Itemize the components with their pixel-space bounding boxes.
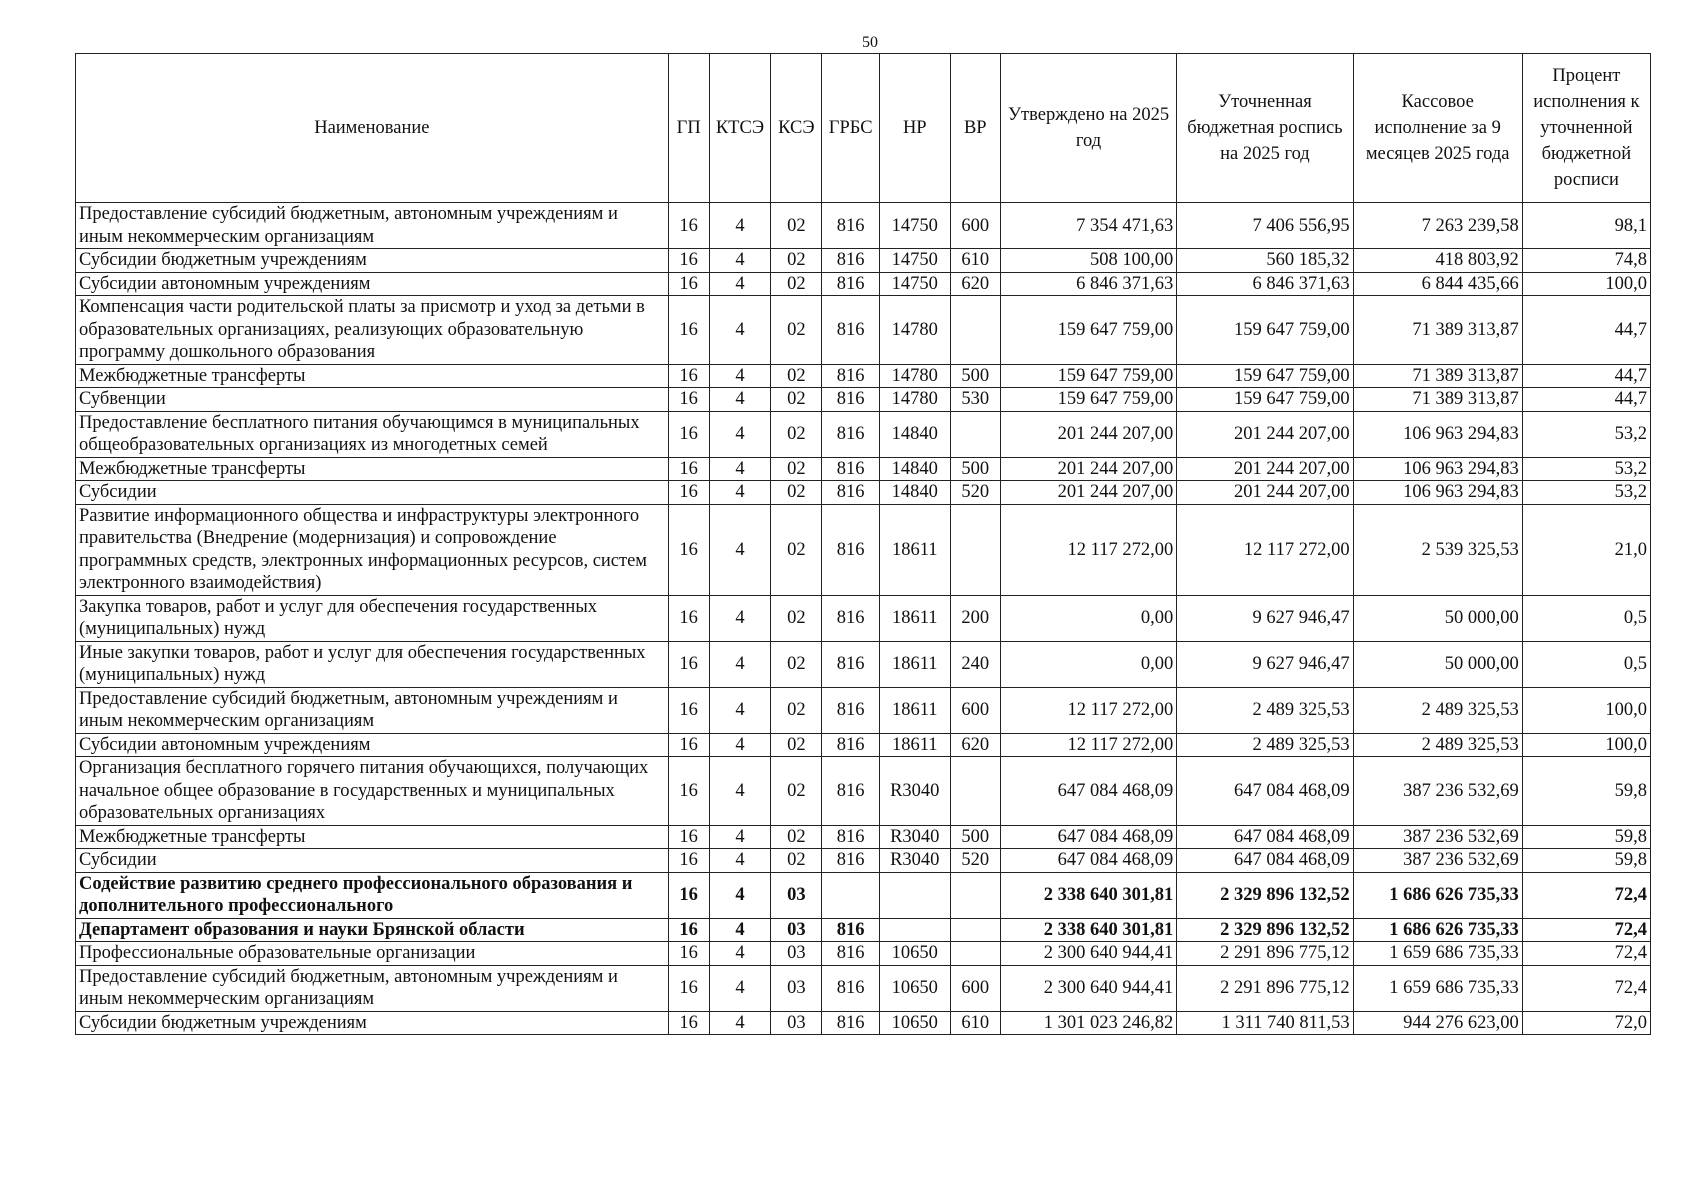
- cell-name: Предоставление субсидий бюджетным, автономным учреждениям и иным некоммерческим организациям: [76, 965, 669, 1011]
- cell-kse: 02: [771, 388, 822, 412]
- cell-ktse: 4: [709, 825, 771, 849]
- cell-cash: 387 236 532,69: [1353, 825, 1522, 849]
- cell-ktse: 4: [709, 918, 771, 942]
- cell-kse: 02: [771, 825, 822, 849]
- table-row: [76, 595, 1651, 641]
- cell-nr: R3040: [879, 757, 950, 826]
- cell-ktse: 4: [709, 733, 771, 757]
- cell-percent: 21,0: [1522, 504, 1650, 595]
- cell-vr: 610: [950, 249, 1000, 273]
- cell-approved: 647 084 468,09: [1000, 825, 1176, 849]
- cell-vr: [950, 872, 1000, 918]
- cell-gp: 16: [668, 504, 709, 595]
- cell-kse: 02: [771, 411, 822, 457]
- table-row: [76, 296, 1651, 365]
- cell-nr: 18611: [879, 687, 950, 733]
- cell-nr: [879, 872, 950, 918]
- cell-approved: 0,00: [1000, 641, 1176, 687]
- cell-nr: 18611: [879, 641, 950, 687]
- cell-ktse: 4: [709, 849, 771, 873]
- cell-kse: 02: [771, 296, 822, 365]
- cell-name: Предоставление бесплатного питания обучающимся в муниципальных общеобразовательных организациях из многодетных семей: [76, 411, 669, 457]
- cell-grbs: 816: [822, 249, 879, 273]
- cell-grbs: 816: [822, 965, 879, 1011]
- cell-grbs: 816: [822, 272, 879, 296]
- cell-grbs: 816: [822, 296, 879, 365]
- cell-gp: 16: [668, 481, 709, 505]
- cell-cash: 1 659 686 735,33: [1353, 942, 1522, 966]
- cell-cash: 2 539 325,53: [1353, 504, 1522, 595]
- cell-cash: 50 000,00: [1353, 595, 1522, 641]
- cell-grbs: 816: [822, 942, 879, 966]
- cell-ktse: 4: [709, 641, 771, 687]
- cell-gp: 16: [668, 942, 709, 966]
- cell-percent: 100,0: [1522, 733, 1650, 757]
- cell-nr: 10650: [879, 1011, 950, 1035]
- cell-kse: 03: [771, 918, 822, 942]
- cell-approved: 0,00: [1000, 595, 1176, 641]
- table-row: [76, 481, 1651, 505]
- table-row: [76, 965, 1651, 1011]
- cell-nr: 18611: [879, 595, 950, 641]
- table-body: [76, 203, 1651, 1035]
- cell-ktse: 4: [709, 457, 771, 481]
- table-row: [76, 872, 1651, 918]
- cell-ktse: 4: [709, 296, 771, 365]
- cell-kse: 03: [771, 942, 822, 966]
- cell-approved: 201 244 207,00: [1000, 457, 1176, 481]
- cell-vr: 240: [950, 641, 1000, 687]
- cell-cash: 1 686 626 735,33: [1353, 872, 1522, 918]
- cell-name: Профессиональные образовательные организации: [76, 942, 669, 966]
- cell-cash: 944 276 623,00: [1353, 1011, 1522, 1035]
- cell-grbs: 816: [822, 388, 879, 412]
- cell-grbs: 816: [822, 504, 879, 595]
- cell-approved: 159 647 759,00: [1000, 388, 1176, 412]
- cell-vr: [950, 918, 1000, 942]
- cell-kse: 03: [771, 872, 822, 918]
- cell-cash: 50 000,00: [1353, 641, 1522, 687]
- cell-refined: 560 185,32: [1177, 249, 1353, 273]
- cell-approved: 12 117 272,00: [1000, 504, 1176, 595]
- cell-percent: 74,8: [1522, 249, 1650, 273]
- cell-refined: 201 244 207,00: [1177, 481, 1353, 505]
- cell-name: Департамент образования и науки Брянской области: [76, 918, 669, 942]
- cell-ktse: 4: [709, 965, 771, 1011]
- cell-vr: 500: [950, 457, 1000, 481]
- table-row: [76, 504, 1651, 595]
- budget-execution-table: [75, 53, 1651, 1035]
- cell-refined: 2 291 896 775,12: [1177, 965, 1353, 1011]
- cell-kse: 02: [771, 595, 822, 641]
- cell-vr: 520: [950, 481, 1000, 505]
- cell-grbs: 816: [822, 364, 879, 388]
- cell-gp: 16: [668, 687, 709, 733]
- cell-percent: 72,4: [1522, 965, 1650, 1011]
- cell-grbs: 816: [822, 757, 879, 826]
- cell-ktse: 4: [709, 872, 771, 918]
- cell-cash: 71 389 313,87: [1353, 364, 1522, 388]
- cell-gp: 16: [668, 918, 709, 942]
- cell-percent: 44,7: [1522, 296, 1650, 365]
- cell-kse: 02: [771, 457, 822, 481]
- cell-kse: 02: [771, 641, 822, 687]
- cell-name: Закупка товаров, работ и услуг для обеспечения государственных (муниципальных) нужд: [76, 595, 669, 641]
- cell-nr: 14840: [879, 411, 950, 457]
- cell-kse: 02: [771, 504, 822, 595]
- cell-cash: 387 236 532,69: [1353, 757, 1522, 826]
- cell-grbs: [822, 872, 879, 918]
- cell-approved: 201 244 207,00: [1000, 481, 1176, 505]
- cell-kse: 02: [771, 849, 822, 873]
- cell-nr: 14780: [879, 296, 950, 365]
- cell-ktse: 4: [709, 249, 771, 273]
- cell-ktse: 4: [709, 411, 771, 457]
- cell-grbs: 816: [822, 595, 879, 641]
- cell-cash: 71 389 313,87: [1353, 388, 1522, 412]
- cell-vr: 500: [950, 825, 1000, 849]
- cell-gp: 16: [668, 457, 709, 481]
- cell-kse: 02: [771, 687, 822, 733]
- cell-ktse: 4: [709, 388, 771, 412]
- cell-ktse: 4: [709, 595, 771, 641]
- header-percent: Процент исполнения к уточненной бюджетной росписи: [1522, 54, 1650, 203]
- cell-grbs: 816: [822, 203, 879, 249]
- cell-kse: 02: [771, 203, 822, 249]
- table-row: [76, 825, 1651, 849]
- cell-kse: 03: [771, 965, 822, 1011]
- cell-grbs: 816: [822, 641, 879, 687]
- header-refined: Уточненная бюджетная роспись на 2025 год: [1177, 54, 1353, 203]
- header-nr: НР: [879, 54, 950, 203]
- header-approved: Утверждено на 2025 год: [1000, 54, 1176, 203]
- cell-gp: 16: [668, 849, 709, 873]
- cell-name: Межбюджетные трансферты: [76, 364, 669, 388]
- cell-refined: 7 406 556,95: [1177, 203, 1353, 249]
- cell-name: Субсидии автономным учреждениям: [76, 733, 669, 757]
- header-ktse: КТСЭ: [709, 54, 771, 203]
- cell-nr: 14840: [879, 457, 950, 481]
- cell-cash: 2 489 325,53: [1353, 733, 1522, 757]
- cell-ktse: 4: [709, 203, 771, 249]
- cell-nr: R3040: [879, 825, 950, 849]
- cell-refined: 159 647 759,00: [1177, 388, 1353, 412]
- cell-name: Предоставление субсидий бюджетным, автономным учреждениям и иным некоммерческим организациям: [76, 203, 669, 249]
- cell-cash: 6 844 435,66: [1353, 272, 1522, 296]
- cell-refined: 201 244 207,00: [1177, 457, 1353, 481]
- cell-percent: 59,8: [1522, 825, 1650, 849]
- cell-ktse: 4: [709, 504, 771, 595]
- cell-refined: 6 846 371,63: [1177, 272, 1353, 296]
- cell-refined: 2 489 325,53: [1177, 687, 1353, 733]
- cell-percent: 72,0: [1522, 1011, 1650, 1035]
- cell-approved: 1 301 023 246,82: [1000, 1011, 1176, 1035]
- cell-refined: 647 084 468,09: [1177, 825, 1353, 849]
- cell-ktse: 4: [709, 364, 771, 388]
- cell-percent: 0,5: [1522, 641, 1650, 687]
- cell-percent: 72,4: [1522, 918, 1650, 942]
- cell-grbs: 816: [822, 687, 879, 733]
- header-kse: КСЭ: [771, 54, 822, 203]
- cell-refined: 12 117 272,00: [1177, 504, 1353, 595]
- cell-refined: 647 084 468,09: [1177, 757, 1353, 826]
- cell-gp: 16: [668, 872, 709, 918]
- cell-vr: 600: [950, 965, 1000, 1011]
- cell-gp: 16: [668, 249, 709, 273]
- cell-nr: R3040: [879, 849, 950, 873]
- table-row: [76, 687, 1651, 733]
- cell-nr: 18611: [879, 733, 950, 757]
- cell-vr: [950, 942, 1000, 966]
- cell-vr: 600: [950, 203, 1000, 249]
- table-row: [76, 364, 1651, 388]
- table-row: [76, 733, 1651, 757]
- cell-approved: 2 300 640 944,41: [1000, 965, 1176, 1011]
- cell-nr: 14750: [879, 272, 950, 296]
- header-gp: ГП: [668, 54, 709, 203]
- cell-name: Содействие развитию среднего профессионального образования и дополнительного профессионального: [76, 872, 669, 918]
- cell-refined: 9 627 946,47: [1177, 595, 1353, 641]
- cell-vr: 520: [950, 849, 1000, 873]
- cell-cash: 71 389 313,87: [1353, 296, 1522, 365]
- cell-percent: 53,2: [1522, 411, 1650, 457]
- table-row: [76, 249, 1651, 273]
- cell-percent: 44,7: [1522, 388, 1650, 412]
- cell-name: Субсидии: [76, 849, 669, 873]
- cell-name: Субсидии автономным учреждениям: [76, 272, 669, 296]
- cell-name: Межбюджетные трансферты: [76, 457, 669, 481]
- cell-nr: [879, 918, 950, 942]
- cell-refined: 2 329 896 132,52: [1177, 872, 1353, 918]
- cell-cash: 418 803,92: [1353, 249, 1522, 273]
- table-row: [76, 272, 1651, 296]
- cell-approved: 12 117 272,00: [1000, 687, 1176, 733]
- cell-vr: 200: [950, 595, 1000, 641]
- cell-approved: 2 338 640 301,81: [1000, 872, 1176, 918]
- cell-nr: 14840: [879, 481, 950, 505]
- table-row: [76, 457, 1651, 481]
- cell-nr: 14780: [879, 364, 950, 388]
- cell-nr: 14750: [879, 249, 950, 273]
- cell-ktse: 4: [709, 272, 771, 296]
- cell-cash: 106 963 294,83: [1353, 411, 1522, 457]
- cell-nr: 10650: [879, 965, 950, 1011]
- cell-gp: 16: [668, 757, 709, 826]
- cell-percent: 44,7: [1522, 364, 1650, 388]
- cell-percent: 59,8: [1522, 757, 1650, 826]
- cell-kse: 02: [771, 757, 822, 826]
- cell-refined: 9 627 946,47: [1177, 641, 1353, 687]
- cell-kse: 02: [771, 733, 822, 757]
- cell-name: Субвенции: [76, 388, 669, 412]
- cell-ktse: 4: [709, 942, 771, 966]
- cell-gp: 16: [668, 296, 709, 365]
- cell-vr: [950, 411, 1000, 457]
- cell-gp: 16: [668, 825, 709, 849]
- cell-vr: 500: [950, 364, 1000, 388]
- cell-vr: [950, 296, 1000, 365]
- cell-grbs: 816: [822, 918, 879, 942]
- cell-vr: 620: [950, 733, 1000, 757]
- table-row: [76, 411, 1651, 457]
- header-name: Наименование: [76, 54, 669, 203]
- cell-kse: 03: [771, 1011, 822, 1035]
- cell-nr: 14780: [879, 388, 950, 412]
- cell-approved: 508 100,00: [1000, 249, 1176, 273]
- cell-approved: 201 244 207,00: [1000, 411, 1176, 457]
- cell-cash: 1 659 686 735,33: [1353, 965, 1522, 1011]
- cell-ktse: 4: [709, 481, 771, 505]
- cell-grbs: 816: [822, 733, 879, 757]
- cell-grbs: 816: [822, 457, 879, 481]
- cell-name: Субсидии: [76, 481, 669, 505]
- cell-percent: 0,5: [1522, 595, 1650, 641]
- cell-percent: 53,2: [1522, 457, 1650, 481]
- cell-gp: 16: [668, 1011, 709, 1035]
- header-grbs: ГРБС: [822, 54, 879, 203]
- table-row: [76, 918, 1651, 942]
- header-cash: Кассовое исполнение за 9 месяцев 2025 года: [1353, 54, 1522, 203]
- table-row: [76, 641, 1651, 687]
- table-row: [76, 942, 1651, 966]
- cell-gp: 16: [668, 965, 709, 1011]
- cell-approved: 159 647 759,00: [1000, 296, 1176, 365]
- cell-grbs: 816: [822, 481, 879, 505]
- cell-cash: 106 963 294,83: [1353, 457, 1522, 481]
- cell-name: Иные закупки товаров, работ и услуг для обеспечения государственных (муниципальных) нужд: [76, 641, 669, 687]
- cell-refined: 2 489 325,53: [1177, 733, 1353, 757]
- cell-grbs: 816: [822, 411, 879, 457]
- header-vr: ВР: [950, 54, 1000, 203]
- page-number: 50: [862, 34, 878, 51]
- cell-cash: 106 963 294,83: [1353, 481, 1522, 505]
- cell-grbs: 816: [822, 1011, 879, 1035]
- cell-refined: 201 244 207,00: [1177, 411, 1353, 457]
- cell-gp: 16: [668, 733, 709, 757]
- cell-approved: 647 084 468,09: [1000, 849, 1176, 873]
- cell-name: Компенсация части родительской платы за присмотр и уход за детьми в образовательных организациях, реализующих образовательную программу дошкольного образования: [76, 296, 669, 365]
- cell-gp: 16: [668, 203, 709, 249]
- cell-vr: 620: [950, 272, 1000, 296]
- cell-ktse: 4: [709, 1011, 771, 1035]
- cell-percent: 59,8: [1522, 849, 1650, 873]
- cell-refined: 159 647 759,00: [1177, 364, 1353, 388]
- cell-approved: 2 300 640 944,41: [1000, 942, 1176, 966]
- cell-grbs: 816: [822, 849, 879, 873]
- cell-ktse: 4: [709, 757, 771, 826]
- cell-kse: 02: [771, 272, 822, 296]
- cell-nr: 14750: [879, 203, 950, 249]
- cell-gp: 16: [668, 411, 709, 457]
- cell-cash: 387 236 532,69: [1353, 849, 1522, 873]
- cell-cash: 7 263 239,58: [1353, 203, 1522, 249]
- cell-grbs: 816: [822, 825, 879, 849]
- table-row: [76, 757, 1651, 826]
- cell-refined: 159 647 759,00: [1177, 296, 1353, 365]
- cell-refined: 2 291 896 775,12: [1177, 942, 1353, 966]
- cell-vr: 530: [950, 388, 1000, 412]
- cell-approved: 2 338 640 301,81: [1000, 918, 1176, 942]
- cell-refined: 647 084 468,09: [1177, 849, 1353, 873]
- cell-gp: 16: [668, 388, 709, 412]
- cell-approved: 647 084 468,09: [1000, 757, 1176, 826]
- cell-approved: 159 647 759,00: [1000, 364, 1176, 388]
- table-row: [76, 388, 1651, 412]
- cell-gp: 16: [668, 641, 709, 687]
- cell-vr: 610: [950, 1011, 1000, 1035]
- cell-gp: 16: [668, 595, 709, 641]
- cell-approved: 6 846 371,63: [1000, 272, 1176, 296]
- cell-name: Развитие информационного общества и инфраструктуры электронного правительства (Внедрение (модернизация) и сопровождение программных средств, электронных информационных ресурсов, систем электронного взаимодействия): [76, 504, 669, 595]
- cell-name: Организация бесплатного горячего питания обучающихся, получающих начальное общее образование в государственных и муниципальных образовательных организациях: [76, 757, 669, 826]
- table-header-row: [76, 54, 1651, 203]
- cell-percent: 100,0: [1522, 687, 1650, 733]
- cell-kse: 02: [771, 481, 822, 505]
- cell-percent: 98,1: [1522, 203, 1650, 249]
- table-row: [76, 203, 1651, 249]
- cell-kse: 02: [771, 249, 822, 273]
- cell-vr: [950, 757, 1000, 826]
- cell-percent: 72,4: [1522, 872, 1650, 918]
- cell-percent: 53,2: [1522, 481, 1650, 505]
- cell-name: Предоставление субсидий бюджетным, автономным учреждениям и иным некоммерческим организациям: [76, 687, 669, 733]
- cell-vr: 600: [950, 687, 1000, 733]
- cell-kse: 02: [771, 364, 822, 388]
- cell-cash: 1 686 626 735,33: [1353, 918, 1522, 942]
- cell-nr: 10650: [879, 942, 950, 966]
- cell-name: Субсидии бюджетным учреждениям: [76, 249, 669, 273]
- cell-percent: 100,0: [1522, 272, 1650, 296]
- cell-vr: [950, 504, 1000, 595]
- cell-ktse: 4: [709, 687, 771, 733]
- cell-percent: 72,4: [1522, 942, 1650, 966]
- cell-cash: 2 489 325,53: [1353, 687, 1522, 733]
- cell-gp: 16: [668, 272, 709, 296]
- cell-nr: 18611: [879, 504, 950, 595]
- cell-approved: 12 117 272,00: [1000, 733, 1176, 757]
- table-row: [76, 1011, 1651, 1035]
- cell-name: Межбюджетные трансферты: [76, 825, 669, 849]
- table-row: [76, 849, 1651, 873]
- cell-refined: 1 311 740 811,53: [1177, 1011, 1353, 1035]
- cell-approved: 7 354 471,63: [1000, 203, 1176, 249]
- cell-gp: 16: [668, 364, 709, 388]
- cell-refined: 2 329 896 132,52: [1177, 918, 1353, 942]
- cell-name: Субсидии бюджетным учреждениям: [76, 1011, 669, 1035]
